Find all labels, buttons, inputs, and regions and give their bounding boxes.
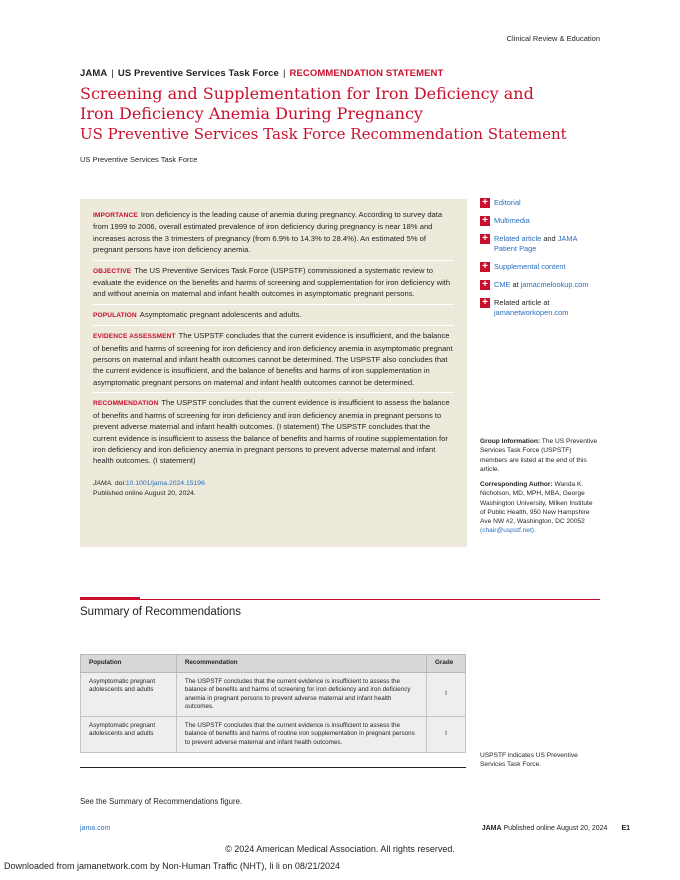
- table-footnote: USPSTF indicates US Preventive Services Task Force.: [480, 752, 578, 769]
- network-site-link[interactable]: jamanetworkopen.com: [494, 308, 569, 317]
- table-bottom-rule: [80, 767, 466, 768]
- plus-icon: +: [480, 280, 490, 290]
- sidebar-link-label[interactable]: Supplemental content: [494, 262, 566, 271]
- published-date: Published online August 20, 2024.: [93, 489, 196, 497]
- summary-title: Summary of Recommendations: [80, 606, 242, 618]
- corr-text: Wanda K. Nicholson, MD, MPH, MBA, George Washington University, Milken Institute of Public Health, 950 New Hampshire Ave NW #2, Washington, DC 20052: [480, 481, 593, 526]
- group-info-heading: Group Information:: [480, 438, 541, 445]
- author-line: US Preventive Services Task Force: [80, 155, 198, 164]
- abstract-text: The US Preventive Services Task Force (USPSTF) commissioned a systematic review to evaluate the evidence on the benefits and harms of screening and supplementation for iron deficiency with and without anemia on maternal and infant health outcomes in asymptomatic pregnant persons.: [93, 265, 451, 299]
- divider: [93, 260, 454, 261]
- sidebar-link-label[interactable]: Editorial: [494, 198, 521, 207]
- cell-grade: I: [427, 673, 466, 717]
- see-figure-note: See the Summary of Recommendations figure.: [80, 797, 243, 806]
- sidebar-item-cme[interactable]: [480, 280, 600, 290]
- sidebar-item-multimedia[interactable]: [480, 216, 600, 226]
- sidebar-item-related-article-network[interactable]: [480, 298, 600, 318]
- abstract-recommendation: [93, 397, 454, 466]
- abstract-text: Iron deficiency is the leading cause of anemia during pregnancy. According to survey data from 1999 to 2006, overall estimated prevalence of iron deficiency during pregnancy is near 18% and increases across the 3 trimesters of pregnancy (from 6.9% to 14.3% to 28.4%). An estimated 5% of pregnant persons have iron deficiency anemia.: [93, 210, 443, 255]
- article-title: Screening and Supplementation for Iron Deficiency and Iron Deficiency Anemia During Pregnancy: [80, 84, 534, 123]
- plus-icon: +: [480, 198, 490, 208]
- abstract-heading: OBJECTIVE: [93, 267, 132, 275]
- recommendations-table: [80, 654, 466, 753]
- sidebar-link-label[interactable]: Multimedia: [494, 216, 530, 225]
- abstract-heading: RECOMMENDATION: [93, 400, 159, 408]
- corr-heading: Corresponding Author:: [480, 481, 553, 488]
- related-article-link[interactable]: Related article: [494, 234, 542, 243]
- sidebar-link-label[interactable]: [494, 298, 568, 318]
- group-information: [480, 437, 598, 474]
- task-force-label: US Preventive Services Task Force: [117, 68, 279, 79]
- patient-page-link[interactable]: JAMA Patient Page: [494, 234, 578, 253]
- section-label: Clinical Review & Education: [506, 34, 600, 43]
- group-info-text: The US Preventive Services Task Force (USPSTF) members are listed at the end of this article.: [480, 438, 598, 473]
- journal-name: JAMA: [80, 68, 108, 79]
- citation-journal: JAMA.: [93, 479, 114, 487]
- cme-link[interactable]: CME: [494, 280, 511, 289]
- sidebar-links: [480, 198, 600, 326]
- email-open: (: [480, 527, 483, 535]
- section-rule-accent: [80, 597, 140, 600]
- cell-recommendation: The USPSTF concludes that the current evidence is insufficient to assess the balance of benefits and harms of screening for iron deficiency and iron deficiency anemia in pregnant persons to prevent adverse maternal and infant health outcomes.: [176, 673, 426, 717]
- table-header-row: [81, 655, 466, 673]
- abstract-heading: IMPORTANCE: [93, 212, 138, 219]
- sidebar-link-label[interactable]: [494, 280, 589, 290]
- citation: [93, 479, 454, 499]
- abstract-evidence: [93, 330, 454, 388]
- connector-text: at: [512, 280, 519, 289]
- abstract-text: The USPSTF concludes that the current evidence is insufficient to assess the balance of benefits and harms of screening for iron deficiency and iron deficiency anemia in pregnant persons to prevent adverse maternal and infant health outcomes. (I statement) The USPSTF concludes that the current evidence is insufficient to assess the balance of benefits and harms of routine supplementation for iron deficiency and iron deficiency anemia in pregnant persons to prevent adverse maternal and infant health outcomes. (I statement): [93, 398, 450, 466]
- sidebar-item-editorial[interactable]: [480, 198, 600, 208]
- email-link[interactable]: chair@uspstf.net: [482, 527, 532, 535]
- cell-population: Asymptomatic pregnant adolescents and adults: [81, 673, 177, 717]
- abstract-text: Asymptomatic pregnant adolescents and adults.: [139, 309, 302, 319]
- column-header-population: Population: [81, 655, 177, 673]
- cell-grade: I: [427, 717, 466, 753]
- page-number: E1: [621, 825, 630, 832]
- download-notice: Downloaded from jamanetwork.com by Non-Human Traffic (NHT), li li on 08/21/2024: [4, 861, 340, 871]
- abstract-heading: EVIDENCE ASSESSMENT: [93, 333, 176, 341]
- footer-journal: JAMA: [481, 825, 502, 832]
- masthead: JAMA | US Preventive Services Task Force | RECOMMENDATION STATEMENT: [80, 68, 444, 79]
- footer-info: [482, 825, 630, 832]
- related-article-text: Related article: [494, 298, 542, 307]
- citation-doi-prefix: doi:: [114, 479, 126, 487]
- column-header-recommendation: Recommendation: [176, 655, 426, 673]
- sidebar-item-related-article[interactable]: [480, 234, 600, 254]
- table-row: [81, 673, 466, 717]
- abstract-objective: [93, 265, 454, 300]
- abstract-heading: POPULATION: [93, 311, 137, 319]
- connector-text: and: [543, 234, 556, 243]
- copyright: © 2024 American Medical Association. All rights reserved.: [225, 844, 455, 854]
- cell-population: Asymptomatic pregnant adolescents and adults: [81, 717, 177, 753]
- email-close: ).: [531, 527, 536, 535]
- doi-link[interactable]: 10.1001/jama.2024.15196: [125, 479, 205, 487]
- table-row: [81, 717, 466, 753]
- cme-site-link[interactable]: jamacmelookup.com: [520, 280, 589, 289]
- footer-published: Published online August 20, 2024: [503, 825, 608, 832]
- abstract-text: The USPSTF concludes that the current evidence is insufficient, and the balance of benefits and harms of screening for iron deficiency and iron deficiency anemia in asymptomatic pregnant persons on maternal and infant health outcomes cannot be determined. The USPSTF also concludes that the current evidence is insufficient, and the balance of benefits and harms of iron supplementation in asymptomatic pregnant persons on maternal and infant health outcomes cannot be determined.: [93, 331, 453, 387]
- abstract-population: [93, 309, 454, 321]
- plus-icon: +: [480, 216, 490, 226]
- column-header-grade: Grade: [427, 655, 466, 673]
- divider: [93, 304, 454, 305]
- section-rule: [140, 599, 600, 600]
- article-subtitle: US Preventive Services Task Force Recommendation Statement: [80, 125, 567, 143]
- divider: [93, 325, 454, 326]
- plus-icon: +: [480, 234, 490, 244]
- plus-icon: +: [480, 262, 490, 272]
- divider: [93, 392, 454, 393]
- footer-site-link[interactable]: jama.com: [80, 825, 111, 832]
- abstract-box: [80, 199, 467, 547]
- connector-text: at: [543, 298, 550, 307]
- plus-icon: +: [480, 298, 490, 308]
- corresponding-author: [480, 480, 598, 536]
- cell-recommendation: The USPSTF concludes that the current evidence is insufficient to assess the balance of benefits and harms of routine iron supplementation in pregnant persons to prevent adverse maternal and infant health outcomes.: [176, 717, 426, 753]
- abstract-importance: [93, 209, 454, 256]
- sidebar-item-supplemental[interactable]: [480, 262, 600, 272]
- article-type: RECOMMENDATION STATEMENT: [289, 68, 444, 79]
- sidebar-link-label[interactable]: [494, 234, 600, 254]
